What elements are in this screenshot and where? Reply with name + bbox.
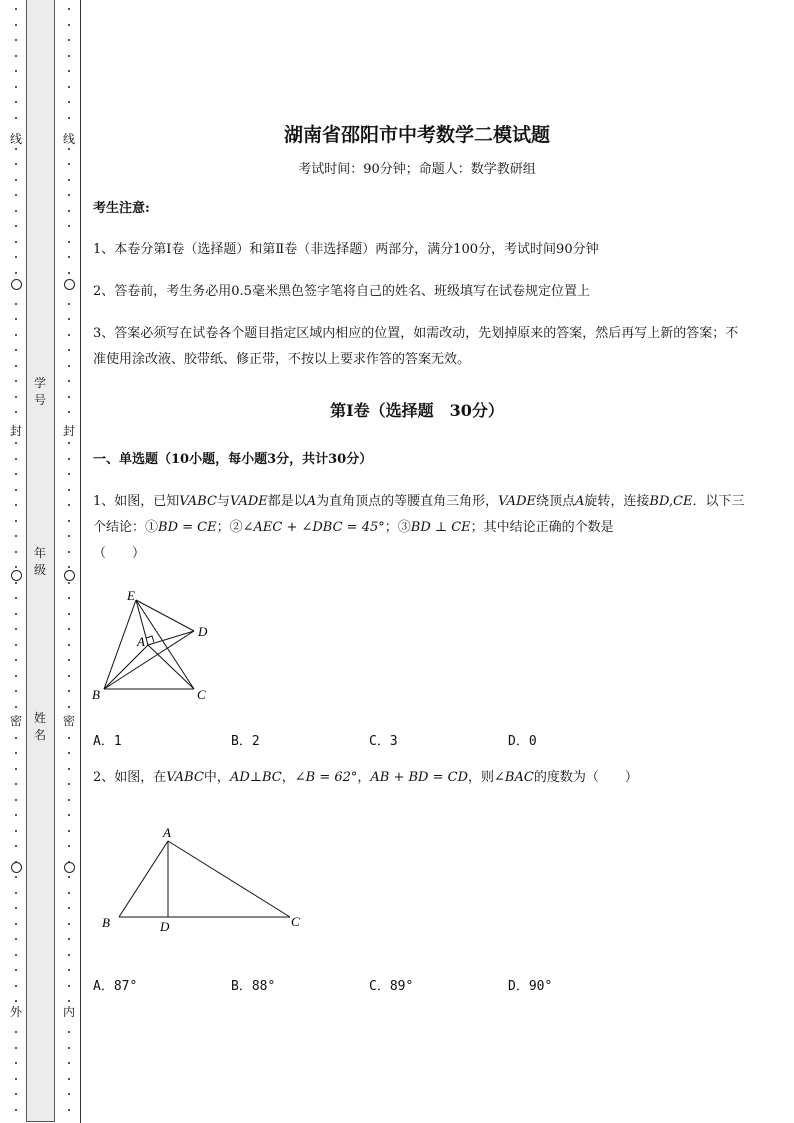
binding-dot — [15, 334, 17, 336]
binding-dot — [68, 365, 70, 367]
binding-dot — [68, 737, 70, 739]
binding-dot — [15, 458, 17, 460]
binding-dot — [15, 954, 17, 956]
figure-label: E — [127, 588, 135, 603]
binding-dot — [68, 566, 70, 568]
binding-dot — [68, 210, 70, 212]
figure-label: B — [92, 687, 100, 702]
binding-dot — [68, 504, 70, 506]
binding-dot — [15, 70, 17, 72]
grade-field-label: 年级 — [33, 546, 46, 577]
binding-dot — [68, 70, 70, 72]
binding-dot — [68, 86, 70, 88]
binding-dot — [68, 907, 70, 909]
binding-dot — [68, 644, 70, 646]
binding-dot — [15, 148, 17, 150]
name-field-label: 姓名 — [33, 711, 46, 742]
binding-dot — [15, 303, 17, 305]
binding-dot — [68, 101, 70, 103]
binding-dot — [68, 442, 70, 444]
question-1-text: 1、如图，已知VABC与VADE都是以A为直角顶点的等腰直角三角形，VADE绕顶点A旋转，连接BD,CE．以下三个结论：①BD = CE；②∠AEC + ∠DBC = 45°；③BD ⊥ CE；其中结论正确的个数是 （ ） — [93, 494, 745, 561]
binding-dot — [15, 985, 17, 987]
binding-dot — [68, 1109, 70, 1111]
binding-circle-icon — [64, 862, 75, 873]
binding-dot — [68, 1000, 70, 1002]
binding-dot — [15, 907, 17, 909]
question-1-figure — [88, 585, 228, 705]
binding-dot — [15, 597, 17, 599]
binding-dot — [15, 210, 17, 212]
binding-dot — [68, 969, 70, 971]
binding-dot — [68, 272, 70, 274]
binding-dot — [15, 1078, 17, 1080]
binding-dot — [15, 969, 17, 971]
binding-dot — [15, 1031, 17, 1033]
binding-dot — [68, 225, 70, 227]
binding-dot — [15, 442, 17, 444]
binding-dot — [68, 783, 70, 785]
figure-label: B — [102, 915, 110, 930]
binding-label: 外 — [10, 1005, 23, 1019]
notice-item: 2、答卷前，考生务必用0.5毫米黑色签字笔将自己的姓名、班级填写在试卷规定位置上 — [93, 284, 590, 299]
binding-label: 封 — [63, 424, 76, 438]
binding-circle-icon — [11, 862, 22, 873]
binding-dot — [15, 783, 17, 785]
binding-dot — [15, 349, 17, 351]
q1-option-c[interactable]: C．3 — [369, 734, 398, 749]
student-id-field-label: 学号 — [33, 376, 46, 407]
binding-label: 线 — [10, 132, 23, 146]
binding-dot — [68, 241, 70, 243]
figure-label: A — [163, 825, 171, 840]
binding-dot — [15, 380, 17, 382]
binding-circle-icon — [11, 279, 22, 290]
binding-dot — [68, 675, 70, 677]
part-title: 第I卷（选择题 30分） — [330, 401, 504, 420]
figure-label: C — [291, 914, 300, 929]
notice-item: 1、本卷分第I卷（选择题）和第Ⅱ卷（非选择题）两部分，满分100分，考试时间90分钟 — [93, 242, 599, 257]
binding-dot — [68, 1062, 70, 1064]
binding-dot — [68, 535, 70, 537]
binding-dot — [15, 845, 17, 847]
binding-label: 密 — [63, 714, 76, 728]
binding-dot — [15, 628, 17, 630]
binding-dot — [68, 318, 70, 320]
binding-dot — [15, 535, 17, 537]
binding-dot — [15, 923, 17, 925]
binding-dot — [15, 117, 17, 119]
binding-dot — [15, 768, 17, 770]
section-title: 一、单选题（10小题，每小题3分，共计30分） — [93, 452, 373, 467]
binding-dot — [68, 551, 70, 553]
binding-dot — [68, 799, 70, 801]
binding-dot — [15, 1062, 17, 1064]
binding-label: 内 — [63, 1005, 76, 1019]
binding-dot — [15, 799, 17, 801]
binding-dot — [68, 876, 70, 878]
binding-dot — [15, 814, 17, 816]
binding-dot — [15, 690, 17, 692]
question-2-text: 2、如图，在VABC中，AD⊥BC，∠B = 62°，AB + BD = CD，则∠BAC的度数为（ ） — [93, 770, 638, 785]
page-subtitle: 考试时间：90分钟；命题人：数学教研组 — [298, 162, 536, 177]
binding-dot — [15, 830, 17, 832]
binding-dot — [15, 1000, 17, 1002]
question-2-figure — [95, 820, 315, 940]
binding-dot — [15, 489, 17, 491]
binding-dot — [68, 752, 70, 754]
binding-dot — [68, 659, 70, 661]
binding-dot — [68, 489, 70, 491]
binding-dot — [68, 845, 70, 847]
binding-dot — [15, 892, 17, 894]
q1-option-d[interactable]: D．0 — [508, 734, 537, 749]
binding-dot — [68, 39, 70, 41]
binding-dot — [68, 1078, 70, 1080]
q2-option-c[interactable]: C．89° — [369, 979, 414, 994]
binding-dot — [68, 892, 70, 894]
notice-item: 3、答案必须写在试卷各个题目指定区域内相应的位置，如需改动，先划掉原来的答案，然后再写上新的答案；不准使用涂改液、胶带纸、修正带，不按以上要求作答的答案无效。 — [93, 326, 739, 367]
binding-dot — [15, 256, 17, 258]
binding-dot — [15, 179, 17, 181]
q1-option-b[interactable]: B．2 — [231, 734, 260, 749]
binding-dot — [68, 194, 70, 196]
binding-dot — [68, 1031, 70, 1033]
binding-label: 线 — [63, 132, 76, 146]
binding-dot — [68, 55, 70, 57]
binding-dot — [15, 194, 17, 196]
binding-dot — [15, 737, 17, 739]
binding-dot — [15, 613, 17, 615]
binding-dot — [15, 659, 17, 661]
binding-dot — [68, 8, 70, 10]
binding-dot — [15, 272, 17, 274]
binding-dot — [68, 334, 70, 336]
figure-label: A — [137, 634, 145, 649]
q2-option-b[interactable]: B．88° — [231, 979, 276, 994]
binding-dot — [68, 582, 70, 584]
binding-dot — [68, 148, 70, 150]
binding-label: 密 — [10, 714, 23, 728]
binding-dot — [15, 1047, 17, 1049]
binding-dot — [15, 520, 17, 522]
binding-dot — [15, 675, 17, 677]
binding-dot — [68, 597, 70, 599]
binding-dot — [68, 985, 70, 987]
binding-dot — [68, 613, 70, 615]
binding-dot — [15, 39, 17, 41]
binding-dot — [68, 706, 70, 708]
binding-dot — [15, 566, 17, 568]
figure-label: D — [160, 919, 170, 934]
notice-heading: 考生注意: — [93, 201, 150, 216]
binding-dot — [68, 768, 70, 770]
binding-dot — [68, 349, 70, 351]
binding-label: 封 — [10, 424, 23, 438]
binding-dot — [68, 24, 70, 26]
binding-dot — [15, 241, 17, 243]
binding-dot — [15, 101, 17, 103]
binding-dot — [15, 473, 17, 475]
binding-dot — [15, 365, 17, 367]
binding-dot — [68, 1093, 70, 1095]
binding-dot — [15, 1109, 17, 1111]
binding-dot — [15, 582, 17, 584]
binding-dot — [15, 876, 17, 878]
binding-circle-icon — [11, 570, 22, 581]
binding-dot — [68, 830, 70, 832]
binding-dot — [68, 473, 70, 475]
binding-dot — [15, 24, 17, 26]
binding-dot — [15, 752, 17, 754]
binding-dot — [15, 8, 17, 10]
binding-dot — [68, 954, 70, 956]
q1-option-a[interactable]: A．1 — [93, 734, 122, 749]
binding-dot — [15, 706, 17, 708]
binding-dot — [15, 1093, 17, 1095]
binding-dot — [15, 551, 17, 553]
binding-dot — [15, 86, 17, 88]
binding-dot — [68, 690, 70, 692]
page-title: 湖南省邵阳市中考数学二模试题 — [283, 124, 550, 146]
binding-dot — [68, 117, 70, 119]
q2-option-d[interactable]: D．90° — [508, 979, 553, 994]
binding-dot — [68, 520, 70, 522]
binding-circle-icon — [64, 570, 75, 581]
binding-dot — [68, 380, 70, 382]
binding-dot — [15, 938, 17, 940]
binding-dot — [68, 256, 70, 258]
binding-dot — [68, 179, 70, 181]
binding-dot — [15, 318, 17, 320]
binding-dot — [68, 303, 70, 305]
binding-dot — [68, 923, 70, 925]
figure-label: D — [198, 624, 208, 639]
binding-dot — [68, 938, 70, 940]
binding-dot — [15, 644, 17, 646]
figure-label: C — [197, 687, 206, 702]
binding-dot — [68, 628, 70, 630]
binding-dot — [68, 814, 70, 816]
binding-dot — [15, 504, 17, 506]
binding-dot — [68, 1047, 70, 1049]
binding-dot — [68, 458, 70, 460]
q2-option-a[interactable]: A．87° — [93, 979, 138, 994]
binding-circle-icon — [64, 279, 75, 290]
binding-dot — [15, 225, 17, 227]
binding-dot — [15, 55, 17, 57]
